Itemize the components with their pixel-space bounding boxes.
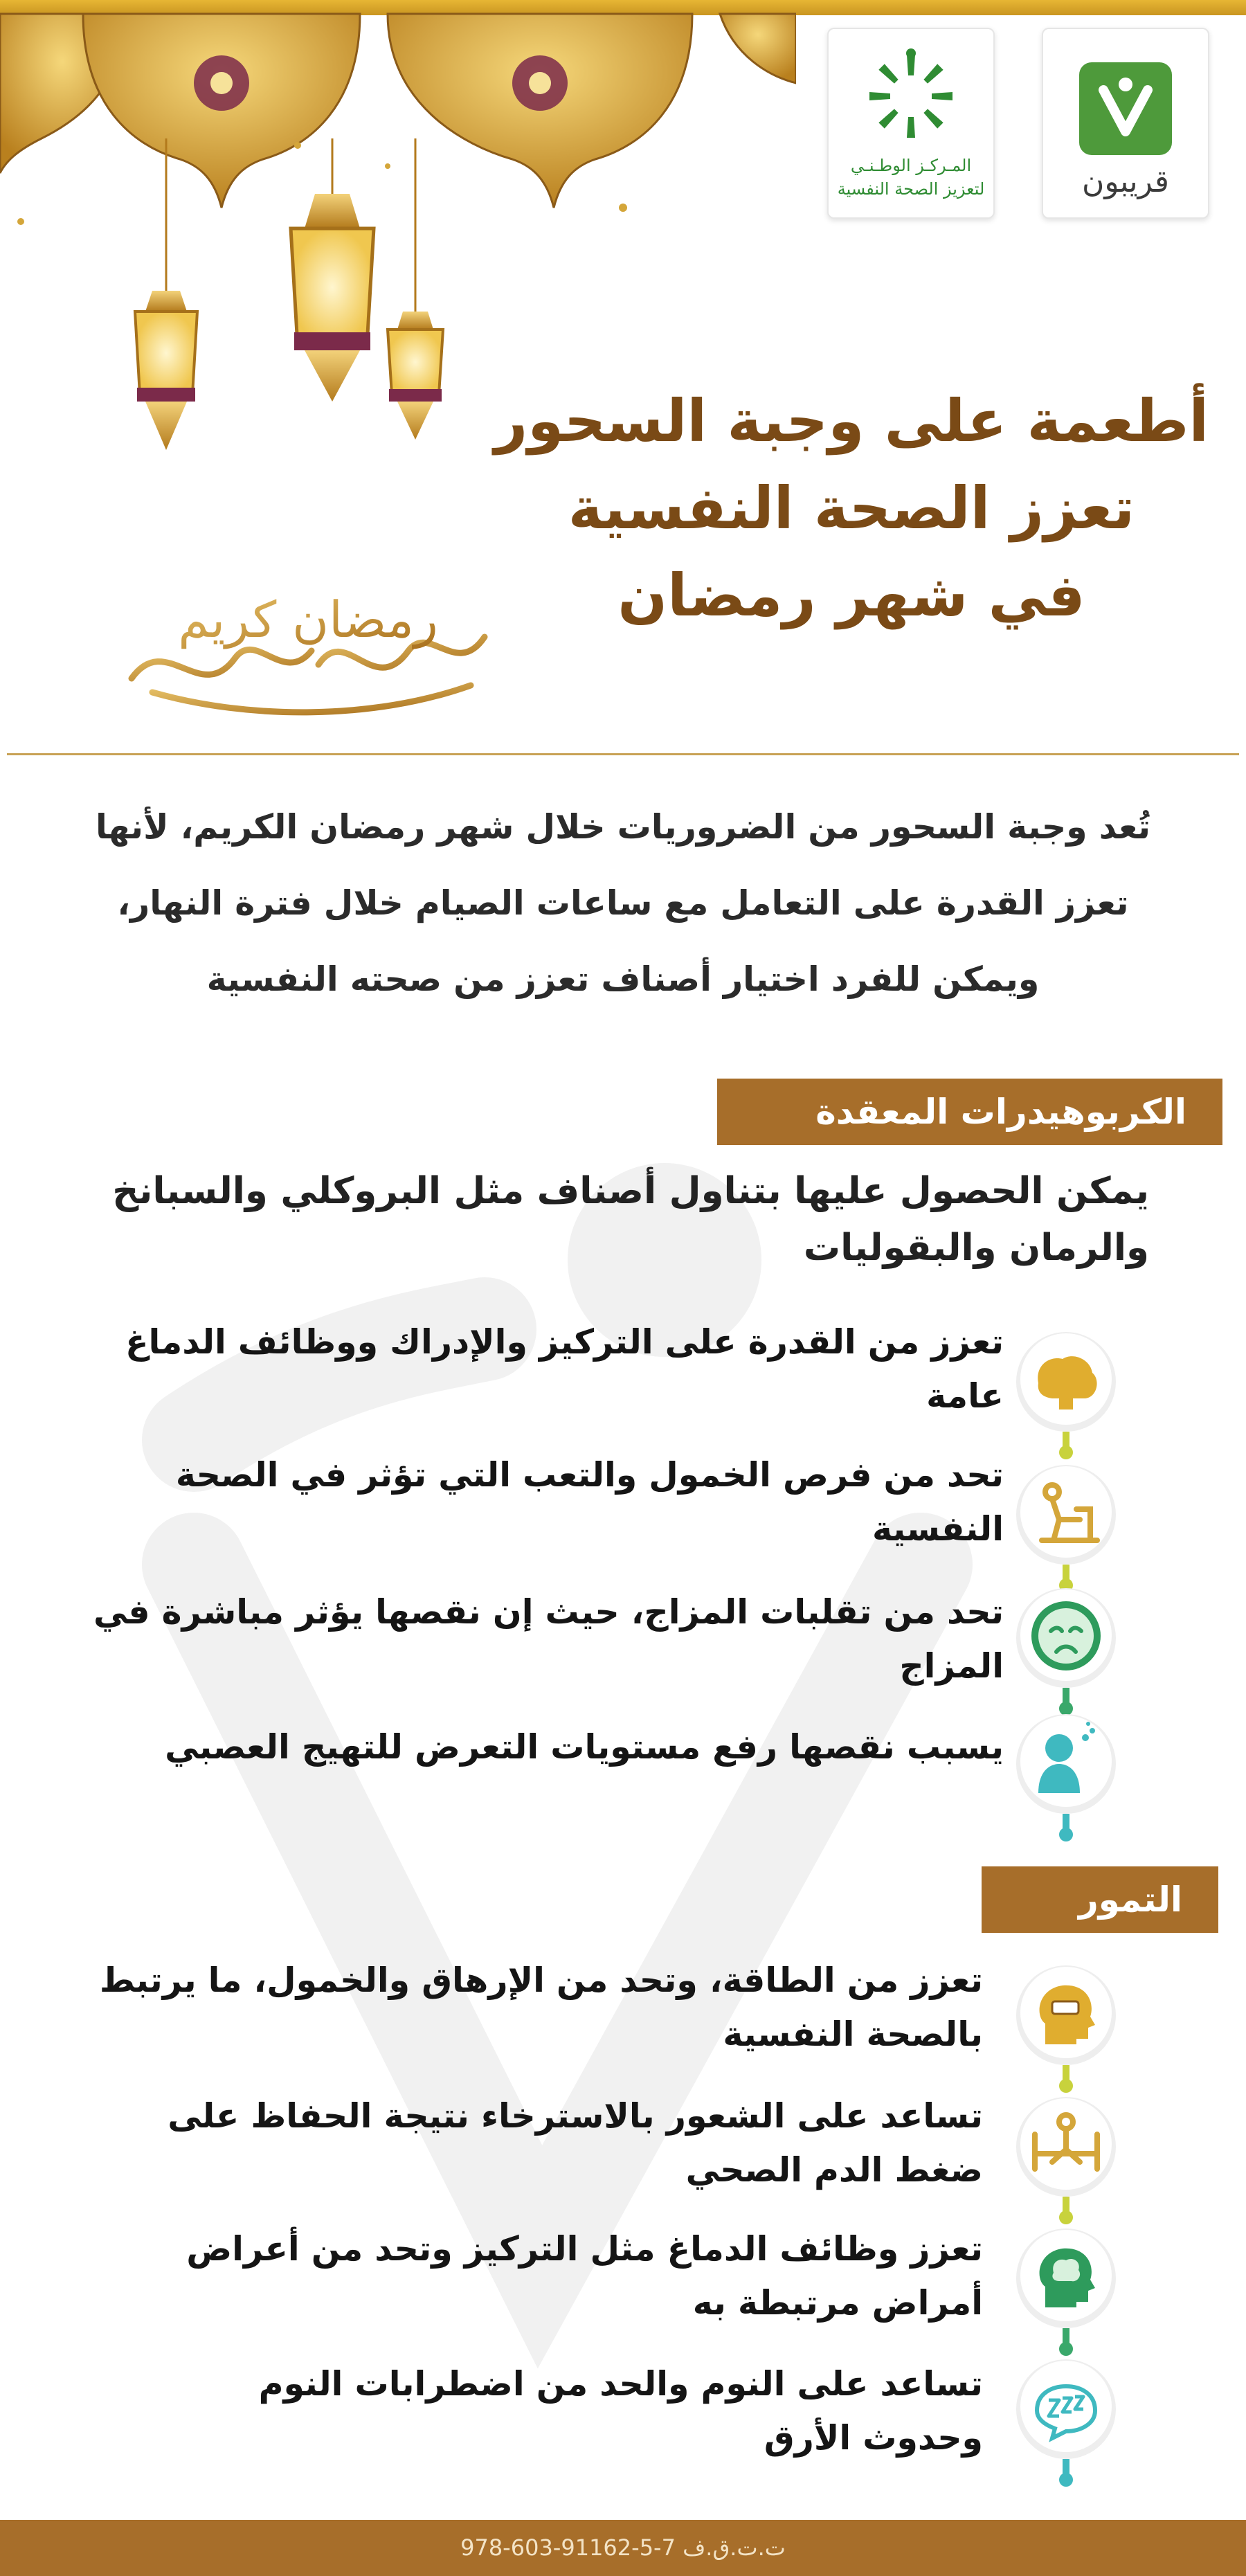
header-divider [7, 753, 1239, 755]
footer-bar [0, 2520, 1246, 2576]
intro-line1: تُعد وجبة السحور من الضروريات خلال شهر رمضان الكريم، لأنها [95, 807, 1151, 847]
section1-item-1 [83, 1315, 1004, 1423]
section2-item-1 [90, 1954, 983, 2062]
item-text-line1: تعزز من القدرة على التركيز والإدراك ووظائف الدماغ [125, 1322, 1004, 1362]
relaxing-person-icon [1011, 2093, 1121, 2231]
intro-paragraph [28, 789, 1218, 1018]
section2-item-2 [90, 2089, 983, 2197]
tired-person-icon [1011, 1461, 1121, 1599]
item-text-line1: تحد من تقلبات المزاج، حيث إن نقصها يؤثر مباشرة في [93, 1592, 1004, 1632]
ncmh-name-line2: لتعزيز الصحة النفسية [837, 179, 985, 199]
section1-intro-line2: والرمان والبقوليات [803, 1227, 1149, 1269]
item-text-line2: المزاج [899, 1646, 1004, 1686]
sleep-zzz-icon [1011, 2355, 1121, 2494]
item-text-line2: النفسية [872, 1509, 1004, 1549]
item-text-line1: تساعد على الشعور بالاسترخاء نتيجة الحفاظ على [168, 2096, 983, 2136]
section1-intro-line1: يمكن الحصول عليها بتناول أصناف مثل البروكلي والسبانخ [112, 1170, 1149, 1212]
ramadan-kareem-calligraphy [111, 547, 505, 727]
title-line1: أطعمة على وجبة السحور [494, 387, 1209, 455]
item-text-line2: بالصحة النفسية [723, 2015, 983, 2054]
head-brain-icon [1011, 2224, 1121, 2363]
section1-item-4 [83, 1720, 1004, 1774]
title-line3: في شهر رمضان [617, 561, 1085, 629]
item-text-line1: تحد من فرص الخمول والتعب التي تؤثر في الصحة [175, 1455, 1004, 1495]
section-header-complex-carbs: الكربوهيدرات المعقدة [717, 1079, 1222, 1145]
item-text-line2: أمراض مرتبطة به [692, 2283, 983, 2323]
ncmh-logo [827, 28, 995, 219]
grebon-logo-icon [1079, 62, 1172, 155]
section2-item-3 [90, 2222, 983, 2330]
item-text-line2: عامة [926, 1376, 1004, 1416]
footer-isbn: ت.ت.ق.ف 7-5-91162-603-978 [460, 2534, 786, 2561]
intro-line3: ويمكن للفرد اختيار أصناف تعزز من صحته النفسية [206, 960, 1040, 999]
item-text-line1: تعزز وظائف الدماغ مثل التركيز وتحد من أعراض [186, 2229, 983, 2269]
section1-item-2 [83, 1448, 1004, 1556]
item-text-line1: تساعد على النوم والحد من اضطرابات النوم [258, 2364, 983, 2404]
item-text-line2: وحدوث الأرق [764, 2418, 983, 2458]
title-line2: تعزز الصحة النفسية [568, 474, 1135, 542]
grebon-logo [1042, 28, 1209, 219]
section1-intro [55, 1163, 1149, 1277]
section1-item-3 [83, 1585, 1004, 1693]
item-text-line1: تعزز من الطاقة، وتحد من الإرهاق والخمول، ما يرتبط [99, 1961, 983, 2000]
brain-icon [1011, 1328, 1121, 1466]
item-text-line1: يسبب نقصها رفع مستويات التعرض للتهيج العصبي [165, 1727, 1004, 1767]
sad-face-icon [1011, 1584, 1121, 1722]
intro-line2: تعزز القدرة على التعامل مع ساعات الصيام خلال فترة النهار، [117, 883, 1129, 923]
grebon-logo-name: قريبون [1082, 164, 1169, 199]
section-header-dates: التمور [982, 1866, 1218, 1933]
section2-item-4 [90, 2357, 983, 2465]
ncmh-logo-name [829, 154, 993, 201]
item-text-line2: ضغط الدم الصحي [685, 2150, 983, 2190]
hanging-lanterns [111, 138, 471, 498]
calligraphy-text: رمضان كريم [178, 591, 438, 649]
page-title [485, 377, 1218, 639]
ncmh-logo-icon [859, 44, 963, 148]
ncmh-name-line1: المـركـز الوطـنـي [850, 156, 972, 175]
energy-head-icon [1011, 1961, 1121, 2100]
stressed-person-icon [1011, 1710, 1121, 1848]
